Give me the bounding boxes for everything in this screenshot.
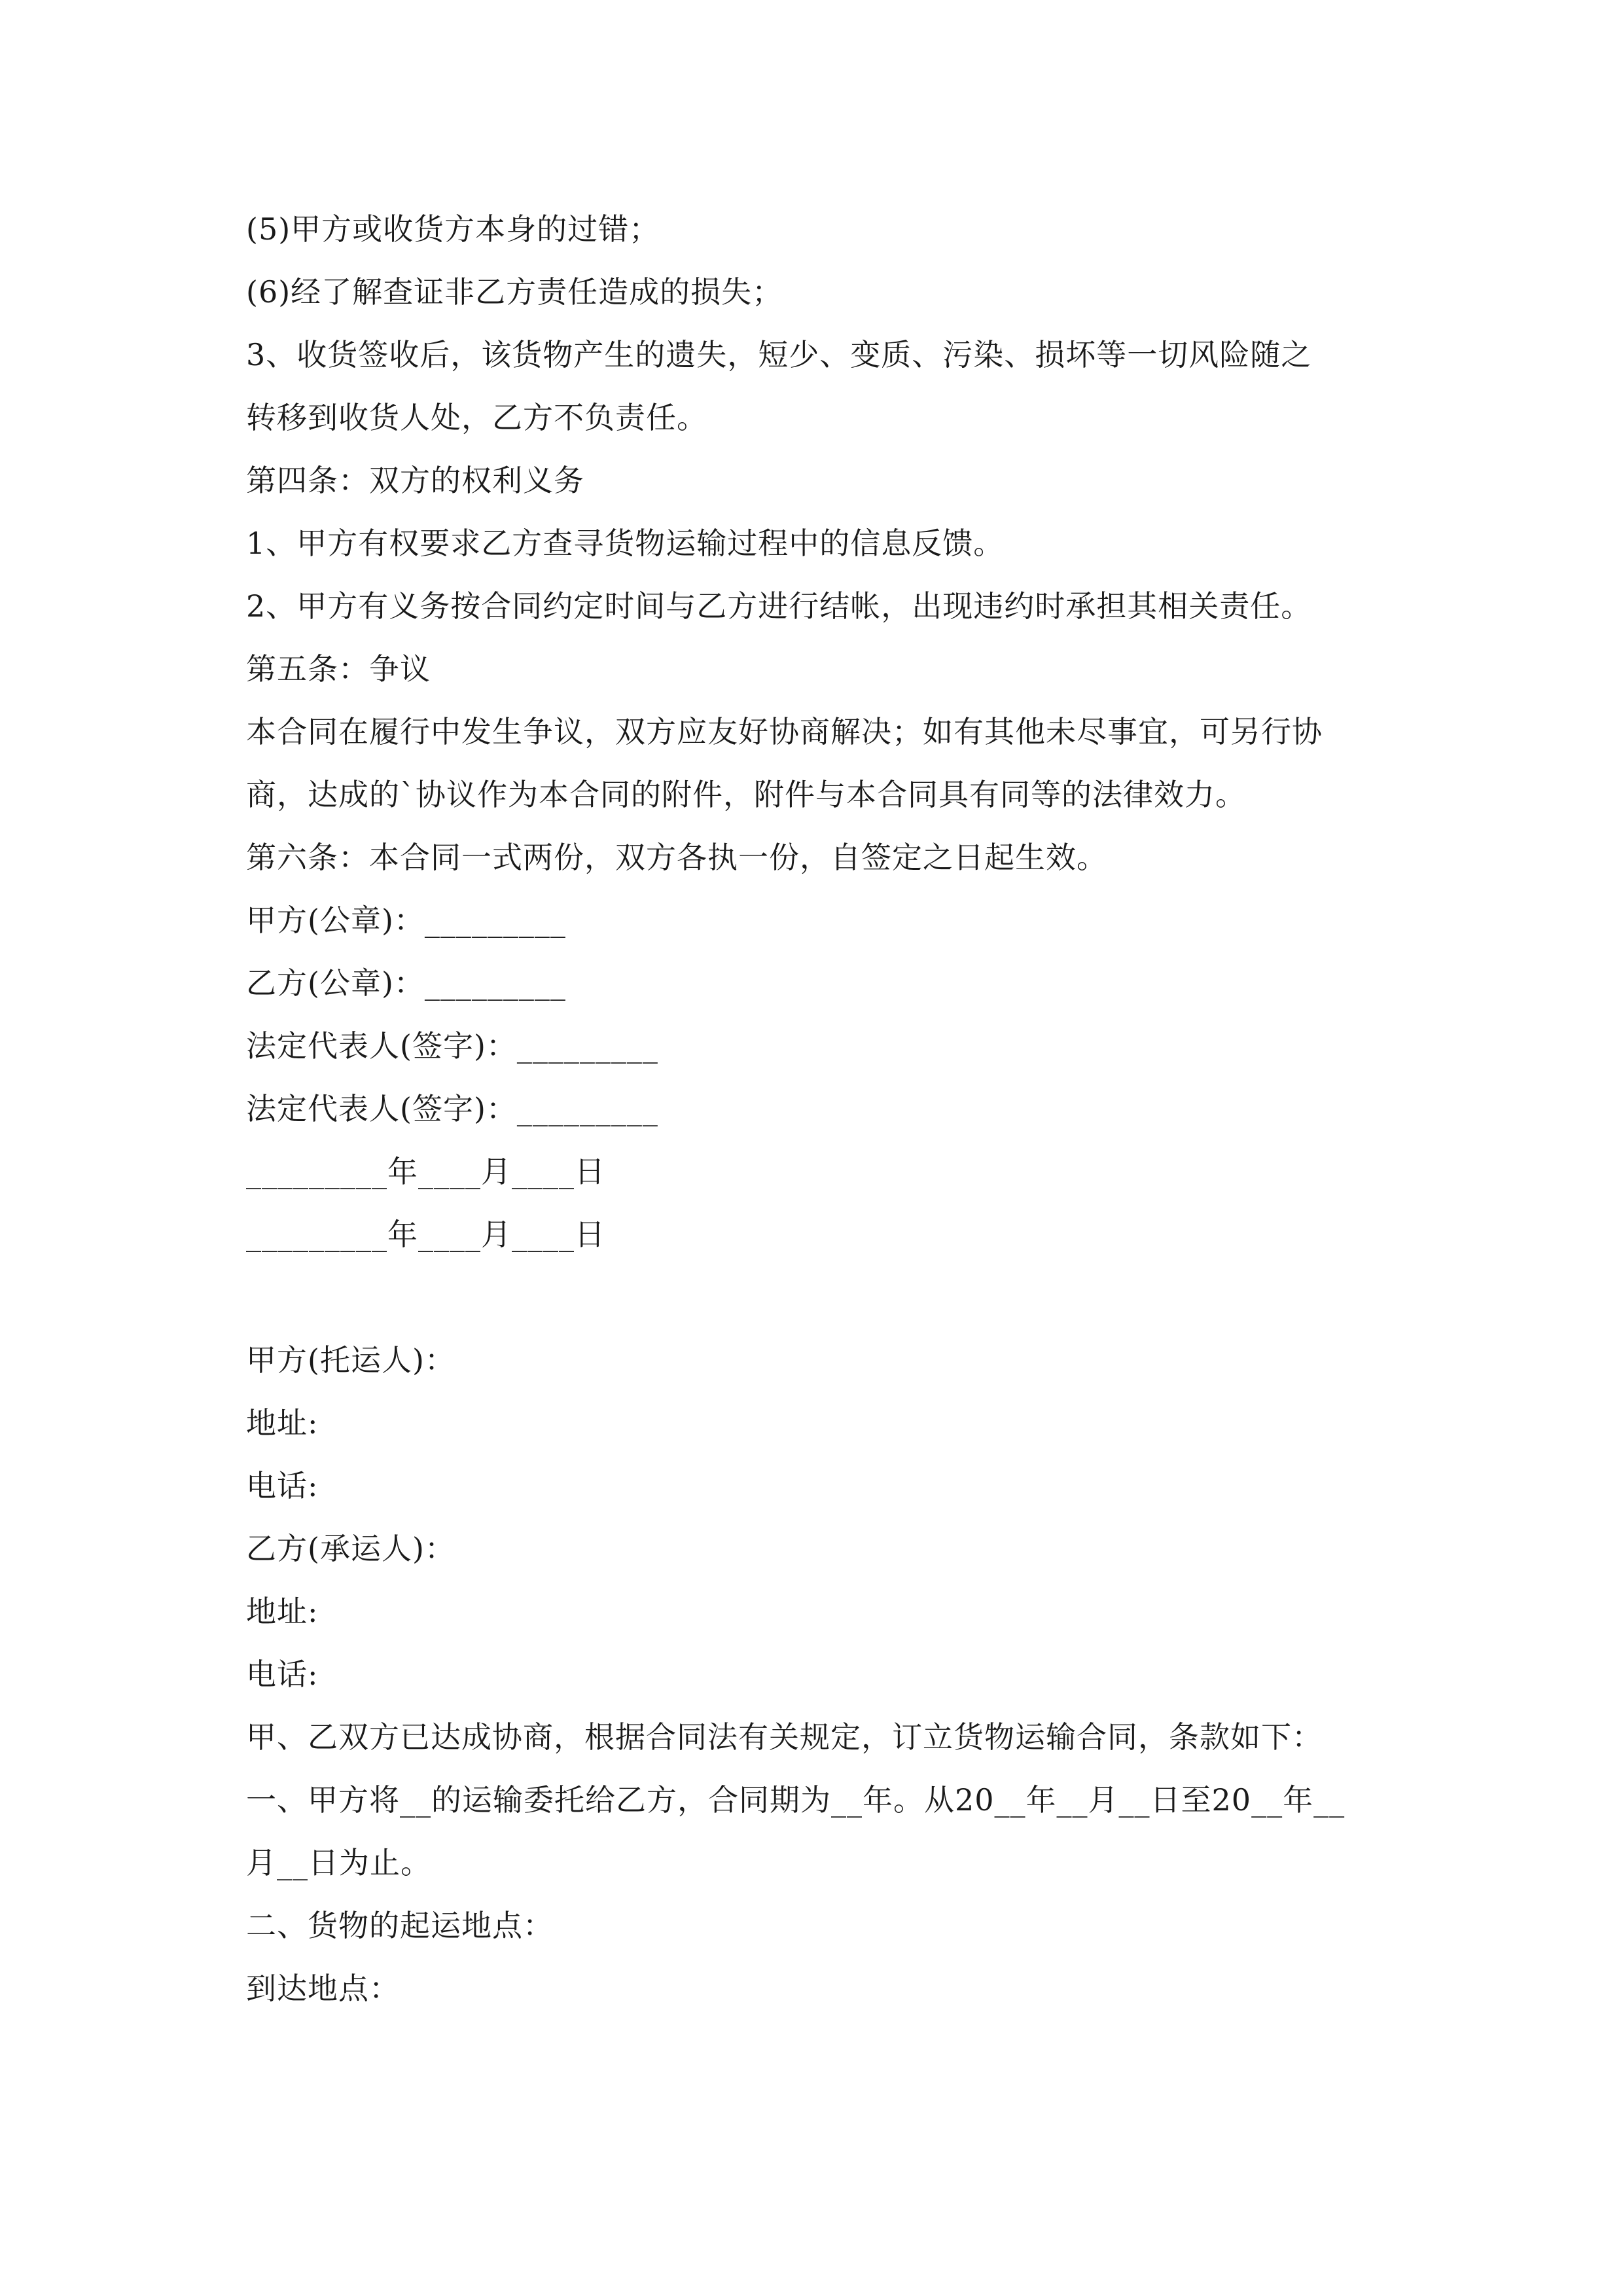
party-b-seal-line: 乙方(公章)：_________ [246, 965, 566, 1001]
clause-3-line-1: 3、收货签收后，该货物产生的遗失，短少、变质、污染、损坏等一切风险随之 [246, 337, 1312, 372]
party-a-phone: 电话: [246, 1468, 319, 1503]
party-b-carrier: 乙方(承运人)： [246, 1531, 455, 1566]
legal-rep-signature-1: 法定代表人(签字)：_________ [246, 1028, 658, 1064]
clause-3-line-2: 转移到收货人处，乙方不负责任。 [246, 400, 707, 435]
article-6: 第六条：本合同一式两份，双方各执一份，自签定之日起生效。 [246, 840, 1107, 875]
article-5-text-line-2: 商，达成的`协议作为本合同的附件，附件与本合同具有同等的法律效力。 [246, 777, 1246, 812]
clause-2-destination: 到达地点： [246, 1971, 400, 2006]
date-line-1: _________年____月____日 [246, 1154, 605, 1189]
party-b-address: 地址: [246, 1594, 319, 1629]
article-5-text-line-1: 本合同在履行中发生争议，双方应友好协商解决；如有其他未尽事宜，可另行协 [246, 714, 1323, 749]
party-b-phone: 电话: [246, 1657, 319, 1692]
legal-rep-signature-2: 法定代表人(签字)：_________ [246, 1091, 658, 1126]
article-4-item-1: 1、甲方有权要求乙方查寻货物运输过程中的信息反馈。 [246, 526, 1005, 561]
clause-1-line-1: 一、甲方将__的运输委托给乙方，合同期为__年。从20__年__月__日至20__年__ [246, 1782, 1346, 1818]
article-4-heading: 第四条：双方的权利义务 [246, 463, 584, 498]
clause-1-line-2: 月__日为止。 [246, 1845, 431, 1880]
article-5-heading: 第五条：争议 [246, 651, 431, 687]
clause-item-5: (5)甲方或收货方本身的过错； [246, 211, 660, 247]
clause-2-origin: 二、货物的起运地点： [246, 1908, 554, 1943]
clause-item-6: (6)经了解查证非乙方责任造成的损失； [246, 274, 783, 310]
contract-preamble: 甲、乙双方已达成协商，根据合同法有关规定，订立货物运输合同，条款如下： [246, 1719, 1323, 1755]
party-a-seal-line: 甲方(公章)：_________ [246, 903, 566, 938]
party-a-shipper: 甲方(托运人)： [246, 1342, 455, 1378]
party-a-address: 地址: [246, 1405, 319, 1441]
date-line-2: _________年____月____日 [246, 1217, 605, 1252]
article-4-item-2: 2、甲方有义务按合同约定时间与乙方进行结帐，出现违约时承担其相关责任。 [246, 588, 1312, 624]
